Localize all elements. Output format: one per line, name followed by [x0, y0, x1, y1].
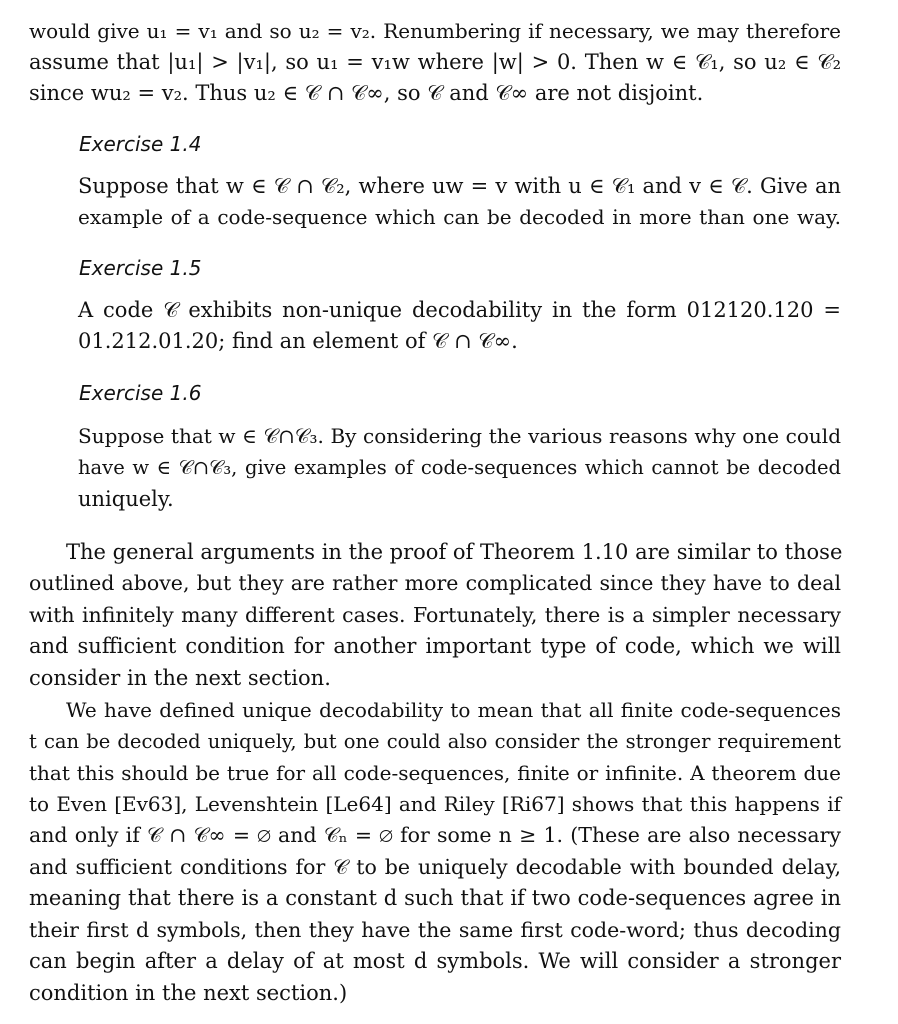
exercise-text-line: Suppose that w ∈ 𝒞 ∩ 𝒞₂, where uw = v with u ∈ 𝒞₁ and v ∈ 𝒞. Give an — [78, 174, 841, 198]
exercise-text-line: uniquely. — [78, 487, 174, 511]
body-text-line: The general arguments in the proof of Theorem 1.10 are similar to those — [66, 540, 843, 564]
body-text-line: their first d symbols, then they have the same first code-word; thus decoding — [29, 918, 841, 942]
body-text-line: and only if 𝒞 ∩ 𝒞∞ = ∅ and 𝒞ₙ = ∅ for some n ≥ 1. (These are also necessary — [29, 823, 841, 847]
body-text-line: can begin after a delay of at most d symbols. We will consider a stronger — [29, 949, 841, 973]
body-text-line: t can be decoded uniquely, but one could also consider the stronger requirement — [29, 730, 841, 753]
exercise-heading: Exercise 1.4 — [79, 132, 202, 156]
exercise-heading: Exercise 1.6 — [79, 381, 202, 405]
proof-line: would give u₁ = v₁ and so u₂ = v₂. Renumbering if necessary, we may therefore — [29, 19, 841, 43]
exercise-text-line: A code 𝒞 exhibits non-unique decodability in the form 012120.120 = — [78, 298, 841, 322]
exercise-text-line: Suppose that w ∈ 𝒞∩𝒞₃. By considering the various reasons why one could — [78, 424, 841, 448]
body-text-line: condition in the next section.) — [29, 981, 348, 1005]
proof-line: since wu₂ = v₂. Thus u₂ ∈ 𝒞 ∩ 𝒞∞, so 𝒞 and 𝒞∞ are not disjoint. — [29, 81, 704, 105]
body-text-line: consider in the next section. — [29, 666, 331, 690]
exercise-heading: Exercise 1.5 — [79, 256, 202, 280]
body-text-line: outlined above, but they are rather more complicated since they have to deal — [29, 571, 841, 595]
body-text-line: and sufficient condition for another important type of code, which we will — [29, 634, 841, 658]
body-text-line: that this should be true for all code-sequences, finite or infinite. A theorem due — [29, 761, 841, 785]
body-text-line: to Even [Ev63], Levenshtein [Le64] and Riley [Ri67] shows that this happens if — [29, 792, 841, 816]
body-text-line: and sufficient conditions for 𝒞 to be uniquely decodable with bounded delay, — [29, 855, 841, 879]
exercise-text-line: example of a code-sequence which can be decoded in more than one way. — [78, 205, 841, 229]
exercise-text-line: have w ∈ 𝒞∩𝒞₃, give examples of code-sequences which cannot be decoded — [78, 456, 841, 479]
body-text-line: We have defined unique decodability to mean that all finite code-sequences — [66, 698, 841, 722]
body-text-line: with infinitely many different cases. Fortunately, there is a simpler necessary — [29, 603, 841, 627]
body-text-line: meaning that there is a constant d such that if two code-sequences agree in — [29, 886, 841, 910]
exercise-text-line: 01.212.01.20; find an element of 𝒞 ∩ 𝒞∞. — [78, 329, 518, 353]
proof-line: assume that |u₁| > |v₁|, so u₁ = v₁w where |w| > 0. Then w ∈ 𝒞₁, so u₂ ∈ 𝒞₂ — [29, 50, 841, 74]
